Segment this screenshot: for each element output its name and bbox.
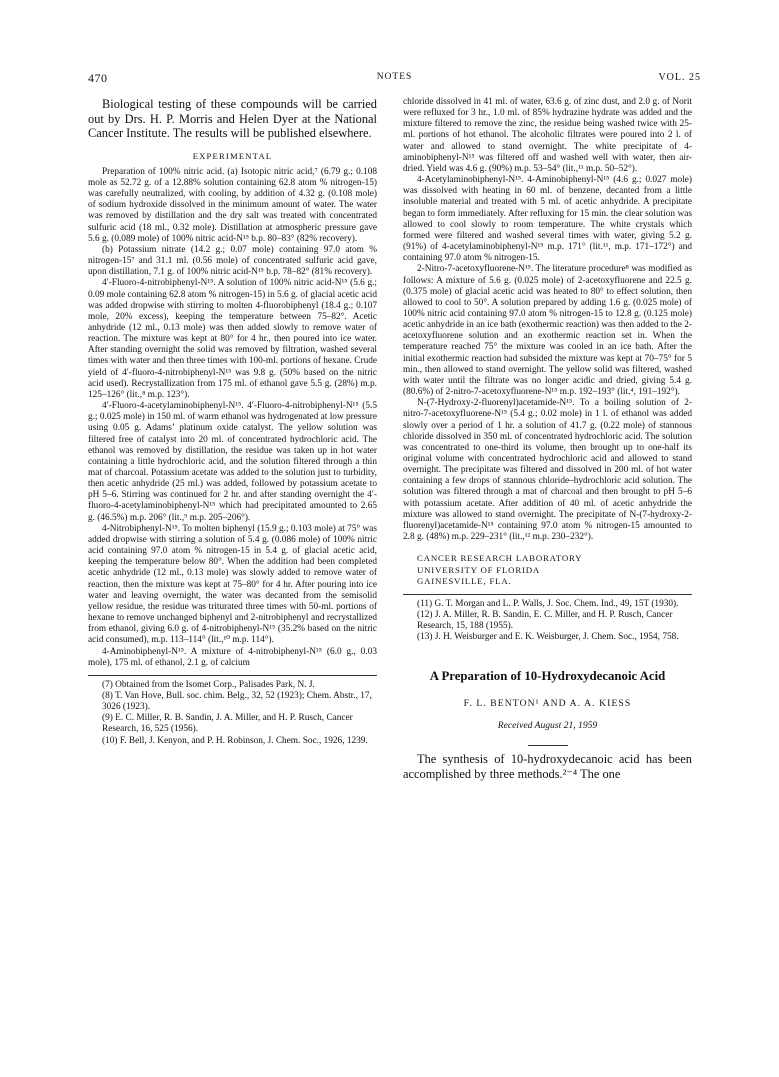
intro-paragraph: Biological testing of these compounds will be carried out by Drs. H. P. Morris and Helen Dyer at the National Cancer Institute. The results will be published elsewhere. (88, 97, 377, 141)
address-line: GAINESVILLE, FLA. (417, 576, 512, 587)
paragraph: chloride dissolved in 41 ml. of water, 63.6 g. of zinc dust, and 2.0 g. of Norit were refluxed for 3 hr., 1.0 ml. of 85% hydrazine hydrate was added and the mixture filtered to remove the zinc, the residue being washed twice with 25-ml. portions of hot ethanol. The alcoholic filtrates were poured into 2 l. of water and allowed to stand overnight. The white precipitate of 4-aminobiphenyl-N¹⁵ was filtered off and washed well with water, then air-dried. Yield was 4.6 g. (90%) m.p. 53–54° (lit.,¹¹ m.p. 50–52°). (403, 97, 692, 174)
footnote: (13) J. H. Weisburger and E. K. Weisburger, J. Chem. Soc., 1954, 758. (417, 632, 679, 643)
received-date: Received August 21, 1959 (497, 720, 598, 732)
running-header (88, 71, 701, 85)
article-intro: The synthesis of 10-hydroxydecanoic acid has been accomplished by three methods.²⁻⁴ The one (403, 752, 692, 781)
paragraph: Preparation of 100% nitric acid. (a) Isotopic nitric acid,⁷ (6.79 g.; 0.108 mole as 52.72 g. of a 12.88% solution containing 62.8 atom % nitrogen-15) was carefully neutralized, with cooling, by addition of 4.32 g. (0.108 mole) of sodium hydroxide dissolved in the minimum amount of water. The water was removed by distillation and the dry salt was treated with concentrated sulfuric acid (18 ml., 0.32 mole). Distillation at atmospheric pressure gave 5.6 g. (0.089 mole) of 100% nitric acid-N¹⁵ b.p. 80–83° (82% recovery). (88, 166, 377, 244)
article-title: A Preparation of 10-Hydroxydecanoic Acid (429, 669, 666, 684)
article-authors: F. L. BENTON¹ AND A. A. KIESS (463, 698, 632, 710)
footnote: (11) G. T. Morgan and L. P. Walls, J. Soc. Chem. Ind., 49, 15T (1930). (417, 598, 679, 609)
footnote: (8) T. Van Hove, Bull. soc. chim. Belg., 32, 52 (1923); Chem. Abstr., 17, 3026 (1923). (102, 690, 372, 713)
author-address (417, 553, 692, 588)
footnote: (10) F. Bell, J. Kenyon, and P. H. Robinson, J. Chem. Soc., 1926, 1239. (102, 735, 368, 746)
paragraph: 4-Aminobiphenyl-N¹⁵. A mixture of 4-nitrobiphenyl-N¹⁵ (6.0 g., 0.03 mole), 175 ml. of ethanol, 2.1 g. of calcium (88, 646, 377, 668)
right-column (403, 97, 692, 782)
paragraph: (b) Potassium nitrate (14.2 g.; 0.07 mole) containing 97.0 atom % nitrogen-15⁷ and 31.1 ml. (0.56 mole) of concentrated sulfuric acid gave, upon distillation, 7.1 g. of 100% nitric acid-N¹⁵ b.p. 78–82° (81% recovery). (88, 244, 377, 278)
paragraph: 4-Nitrobiphenyl-N¹⁵. To molten biphenyl (15.9 g.; 0.103 mole) at 75° was added dropwise with stirring a solution of 5.4 g. (0.086 mole) of 100% nitric acid containing 97.0 atom % nitrogen-15 in 5.4 g. of glacial acetic acid, keeping the temperature below 80°. When the addition had been completed acetic anhydride (12 ml., 0.13 mole) was slowly added to remove water of reaction, then the mixture was kept at 75–80° for 4 hr. After pouring into ice water and leaving overnight, the water was decanted from the semisolid yellow residue, the residue was triturated three times with 50-ml. portions of hexane to remove unchanged biphenyl and 2-nitrobiphenyl and recrystallized from ethanol, giving 6.0 g. of 4-nitrobiphenyl-N¹⁵ (35.2% based on the nitric acid consumed), m.p. 113–114° (lit.,¹⁰ m.p. 114°). (88, 523, 377, 646)
address-line: UNIVERSITY OF FLORIDA (417, 564, 541, 575)
footnote: (12) J. A. Miller, R. B. Sandin, E. C. Miller, and H. P. Rusch, Cancer Research, 15, 188 (1955). (417, 609, 673, 632)
footnote-divider (88, 675, 377, 676)
address-line: CANCER RESEARCH LABORATORY (417, 553, 583, 564)
title-divider (528, 745, 568, 746)
section-heading: EXPERIMENTAL (192, 150, 273, 161)
page-number: 470 (88, 71, 108, 85)
footnote: (9) E. C. Miller, R. B. Sandin, J. A. Miller, and H. P. Rusch, Cancer Research, 16, 525 (1956). (102, 713, 353, 735)
paragraph: 4′-Fluoro-4-acetylaminobiphenyl-N¹⁵. 4′-Fluoro-4-nitrobiphenyl-N¹⁵ (5.5 g.; 0.025 mole) in 150 ml. of warm ethanol was hydrogenated at low pressure using 0.05 g. Adams’ platinum oxide catalyst. The yellow solution was filtered free of catalyst into 20 ml. of concentrated hydrochloric acid. The ethanol was removed by distillation, the residue was taken up in hot water containing a little hydrochloric acid, and the solution filtered through a thin mat of charcoal. Potassium acetate was added to the solution just to turbidity, then acetic anhydride (25 ml.) was added, followed by potassium acetate to pH 5–6. Stirring was continued for 2 hr. and after standing overnight the 4′-fluoro-4-acetylaminobiphenyl-N¹⁵ which had precipitated amounted to 2.65 g. (46.5%) m.p. 206° (lit.,⁹ m.p. 205–206°). (88, 401, 377, 523)
paragraph: 4-Acetylaminobiphenyl-N¹⁵. 4-Aminobiphenyl-N¹⁵ (4.6 g.; 0.027 mole) was dissolved with heating in 60 ml. of benzene, decanted from a little insoluble material and treated with 5 ml. of acetic anhydride. A precipitate began to form immediately. After refluxing for 15 min. the clear solution was allowed to cool slowly to room temperature. The white crystals which formed were filtered and washed several times with water, giving 5.2 g. (91%) of 4-acetylaminobiphenyl-N¹⁵ m.p. 171° (lit.¹¹, m.p. 171–172°) and containing 97.0 atom % nitrogen-15. (403, 175, 692, 264)
paragraph: 2-Nitro-7-acetoxyfluorene-N¹⁵. The literature procedure⁸ was modified as follows: A mixture of 5.6 g. (0.025 mole) of 2-acetoxyfluorene and 22.5 g. (0.375 mole) of glacial acetic acid was heated to 80° to effect solution, then allowed to cool to 50°. A solution prepared by adding 1.6 g. (0.025 mole) of 100% nitric acid containing 97.0 atom % nitrogen-15 to 12.8 g. (0.125 mole) acetic anhydride in an ice bath (exothermic reaction) was then added to the 2-acetoxyfluorene solution and an exothermic reaction set in. When the temperature reached 75° the mixture was cooled in an ice bath. After the initial exothermic reaction had subsided the mixture was kept at 70–75° for 5 min., then allowed to stand overnight. The yellow solid was filtered, washed with water until the filtrate was no longer acidic and dried, giving 5.4 g. (80.6%) of 2-nitro-7-acetoxyfluorene-N¹⁵ m.p. 192–193° (lit.⁴, 191–192°). (403, 264, 692, 398)
left-column (88, 97, 377, 747)
footnote-divider (403, 594, 692, 595)
paragraph: N-(7-Hydroxy-2-fluorenyl)acetamide-N¹⁵. To a boiling solution of 2-nitro-7-acetoxyfluorene-N¹⁵ (5.4 g.; 0.02 mole) in 1 l. of ethanol was added slowly over a period of 1 hr. a solution of 41.7 g. (0.22 mole) of stannous chloride dissolved in 350 ml. of concentrated hydrochloric acid. The solution was concentrated to one-third its volume, then brought up to one-half its original volume with concentrated hydrochloric acid and allowed to stand overnight. The precipitate was filtered and dissolved in 200 ml. of hot water containing a few drops of stannous chloride–hydrochloric acid solution. The solution was filtered through a mat of charcoal and then brought to pH 5–6 with potassium acetate. After addition of 40 ml. of acetic anhydride the mixture was allowed to stand overnight. The precipitate of N-(7-hydroxy-2-fluorenyl)acetamide-N¹⁵ containing 97.0 atom % nitrogen-15 amounted to 2.8 g. (48%) m.p. 229–231° (lit.,¹² m.p. 230–232°). (403, 398, 692, 543)
volume-label: VOL. 25 (658, 72, 701, 83)
section-title: NOTES (376, 72, 413, 82)
paragraph: 4′-Fluoro-4-nitrobiphenyl-N¹⁵. A solution of 100% nitric acid-N¹⁵ (5.6 g.; 0.09 mole containing 62.8 atom % nitrogen-15) in 5.6 g. of glacial acetic acid was added dropwise with stirring to molten 4-fluorobiphenyl (18.4 g.; 0.107 mole, 20% excess), keeping the temperature between 75–82°. Acetic anhydride (12 ml., 0.13 mole) was then added slowly to remove water of reaction. The mixture was kept at 80° for 4 hr., then poured into ice water. After standing overnight the solid was removed by filtration, washed several times with water and then three times with 100-ml. portions of hexane. Crude yield of 4′-fluoro-4-nitrobiphenyl-N¹⁵ was 9.8 g. (50% based on the nitric acid used). Recrystallization from 175 ml. of ethanol gave 5.5 g. (28%) m.p. 125–126° (lit.,⁸ m.p. 123°). (88, 278, 377, 400)
footnote: (7) Obtained from the Isomet Corp., Palisades Park, N. J. (102, 679, 315, 690)
